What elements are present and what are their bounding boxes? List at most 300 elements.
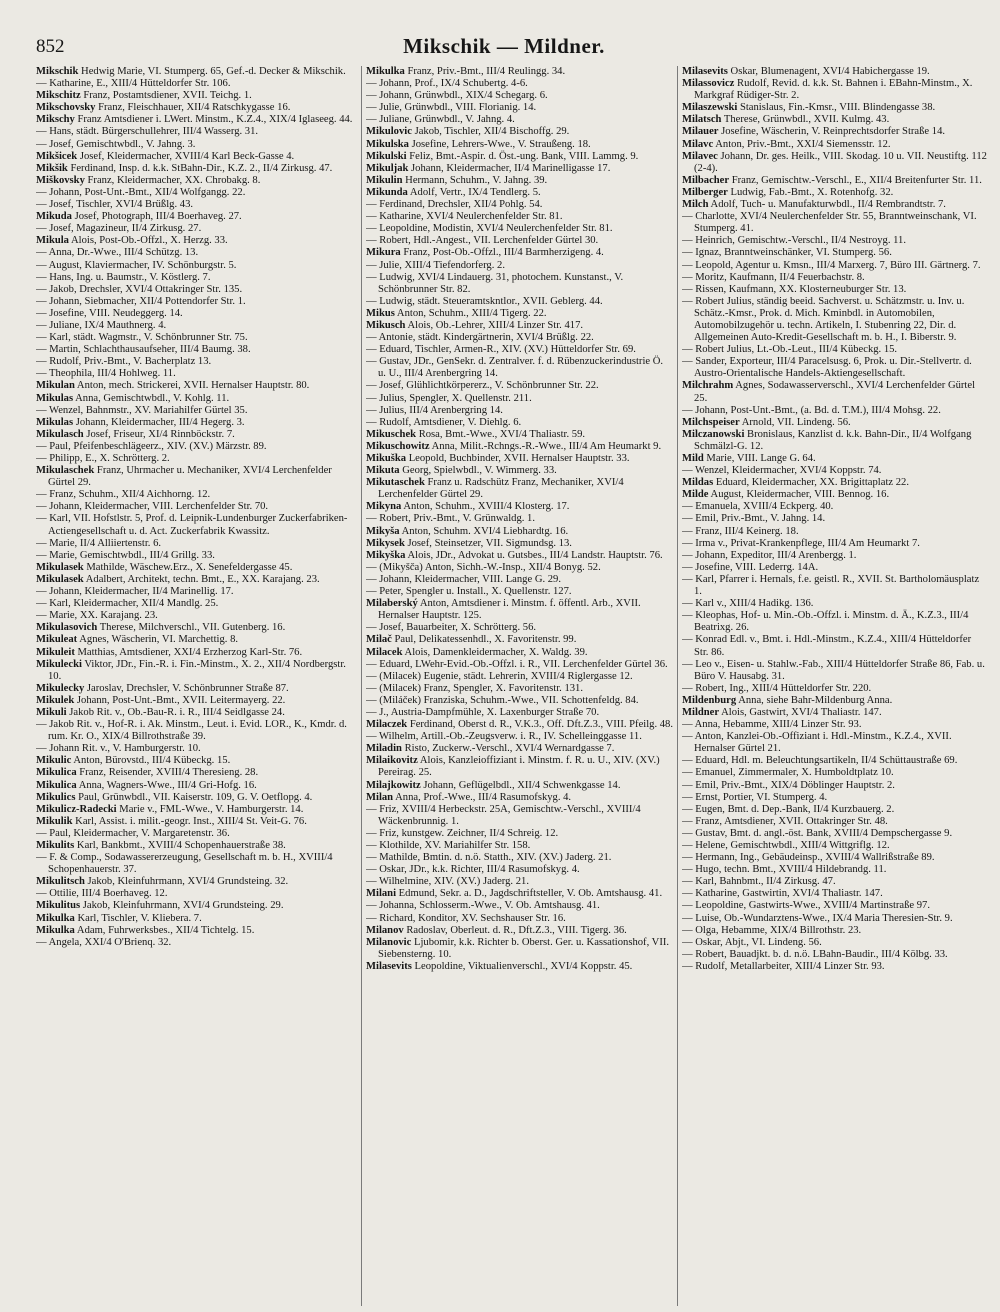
entry-surname: Mikulica (36, 779, 77, 791)
directory-entry (366, 175, 673, 187)
directory-entry (366, 671, 673, 683)
entry-surname: Mikulasovich (36, 622, 98, 634)
entry-details: — Katharine, XVI/4 Neulerchenfelder Str. 81. (366, 211, 563, 223)
entry-details: — Johann, Siebmacher, XII/4 Pottendorfer Str. 1. (36, 295, 246, 307)
entry-details: — Rissen, Kaufmann, XX. Klosterneuburger Str. 13. (682, 283, 907, 295)
entry-details: — Karl v., XIII/4 Hadikg. 136. (682, 598, 814, 610)
entry-surname: Mikulan (36, 380, 75, 392)
directory-entry (366, 961, 673, 973)
directory-entry (36, 417, 357, 429)
directory-entry (366, 562, 673, 574)
directory-entry (366, 163, 673, 175)
entry-surname: Milauer (682, 126, 719, 138)
directory-entry (36, 840, 357, 852)
entry-surname: Mikulin (366, 174, 403, 186)
entry-details: Jakob, Kleinfuhrmann, XVI/4 Grundsteing. 29. (80, 900, 284, 912)
entry-details: — Emanuela, XVIII/4 Eckperg. 40. (682, 501, 834, 513)
entry-surname: Mikulas (36, 416, 74, 428)
entry-details: Oskar, Blumenagent, XVI/4 Habichergasse 19. (727, 66, 930, 77)
entry-surname: Mikschitz (36, 90, 81, 102)
directory-entry (682, 792, 988, 804)
directory-entry (366, 828, 673, 840)
directory-entry (366, 320, 673, 332)
entry-surname: Mikyša (366, 525, 400, 537)
entry-surname: Milbacher (682, 174, 730, 186)
entry-surname: Mikyna (366, 501, 402, 513)
entry-surname: Mikuleit (36, 646, 75, 658)
entry-details: Alois, Ob.-Lehrer, XIII/4 Linzer Str. 417. (405, 319, 584, 331)
entry-details: — Wenzel, Bahnmstr., XV. Mariahilfer Gürtel 35. (36, 404, 248, 416)
directory-entry (682, 344, 988, 356)
directory-entry (36, 308, 357, 320)
entry-surname: Milavc (682, 138, 714, 150)
entry-details: — Johann, Kleidermacher, II/4 Marinellig. 17. (36, 586, 234, 598)
directory-entry (36, 816, 357, 828)
directory-entry (36, 320, 357, 332)
entry-details: Rudolf, Revid. d. k.k. St. Bahnen i. EBahn-Minstm., X. Markgraf Rüdiger-Str. 2. (694, 78, 973, 102)
entry-details: — Josef, Magazineur, II/4 Zirkusg. 27. (36, 223, 202, 235)
entry-details: Ludwig, Fab.-Bmt., X. Rotenhofg. 32. (727, 186, 894, 198)
entry-details: Therese, Grünwbdl., XVII. Kulmg. 43. (721, 114, 890, 126)
directory-entry (36, 489, 357, 501)
entry-details: — Anton, Kanzlei-Ob.-Offiziant i. Hdl.-Minstm., K.Z.4., XVII. Hernalser Gürtel 21. (682, 731, 952, 755)
entry-details: — Hans, Ing. u. Baumstr., V. Köstlerg. 7. (36, 271, 211, 283)
directory-entry (366, 139, 673, 151)
directory-entry (366, 90, 673, 102)
directory-entry (366, 755, 673, 779)
entry-surname: Milacek (366, 646, 403, 658)
entry-details: Ferdinand, Oberst d. R., V.K.3., Off. Dft.Z.3., VIII. Pfeilg. 48. (407, 719, 673, 731)
entry-surname: Milberger (682, 186, 728, 198)
directory-entry (366, 925, 673, 937)
entry-details: Agnes, Sodawasserverschl., XVI/4 Lerchenfelder Gürtel 25. (694, 380, 976, 404)
directory-entry (682, 199, 988, 211)
directory-entry (366, 913, 673, 925)
entry-details: — Katharine, Gastwirtin, XVI/4 Thaliastr. 147. (682, 888, 883, 900)
entry-details: — Eugen, Bmt. d. Dep.-Bank, II/4 Kurzbauerg. 2. (682, 803, 895, 815)
directory-entry (36, 465, 357, 489)
directory-entry (36, 634, 357, 646)
directory-entry (366, 743, 673, 755)
directory-entry (36, 574, 357, 586)
entry-surname: Milaberský (366, 598, 418, 610)
entry-details: — F. & Comp., Sodawassererzeugung, Gesellschaft m. b. H., XVIII/4 Schopenhauerstr. 37. (36, 852, 333, 876)
directory-entry (366, 876, 673, 888)
entry-details: — Friz, kunstgew. Zeichner, II/4 Schreig. 12. (366, 827, 559, 839)
directory-entry (366, 223, 673, 235)
entry-details: Karl, Bankbmt., XVIII/4 Schopenhauerstraße 38. (74, 840, 286, 851)
entry-details: Anna, Prof.-Wwe., III/4 Rasumofskyg. 4. (393, 791, 572, 803)
directory-entry (682, 114, 988, 126)
entry-details: Franz, Post-Ob.-Offzl., III/4 Barmherzigeng. 4. (400, 247, 604, 259)
entry-details: — Robert, Ing., XIII/4 Hütteldorfer Str. 220. (682, 682, 872, 694)
entry-details: Franz, Uhrmacher u. Mechaniker, XVI/4 Lerchenfelder Gürtel 29. (48, 465, 332, 489)
entry-surname: Mild (682, 453, 704, 464)
entry-details: — Konrad Edl. v., Bmt. i. Hdl.-Minstm., K.Z.4., XIII/4 Hütteldorfer Str. 86. (682, 634, 972, 658)
directory-entry (366, 598, 673, 622)
entry-details: — Johann Rit. v., V. Hamburgerstr. 10. (36, 743, 201, 755)
entry-details: — Franz, Amtsdiener, XVII. Ottakringer Str. 48. (682, 815, 888, 827)
entry-details: — Johann, Grünwbdl., XIX/4 Schegarg. 6. (366, 90, 548, 102)
entry-details: — Paul, Pfeifenbeschlägeerz., XIV. (XV.) Märzstr. 89. (36, 440, 267, 452)
directory-entry (366, 405, 673, 417)
entry-details: Anton, Schuhm., XIII/4 Tigerg. 22. (394, 307, 547, 319)
directory-entry (36, 743, 357, 755)
directory-entry (366, 707, 673, 719)
entry-details: Franz, Kleidermacher, XX. Chrobakg. 8. (84, 174, 261, 186)
entry-surname: Mikunda (366, 186, 408, 198)
directory-entry (36, 102, 357, 114)
directory-entry (682, 937, 988, 949)
entry-surname: Milani (366, 888, 397, 900)
entry-details: Adalbert, Architekt, techn. Bmt., E., XX. Karajang. 23. (83, 573, 320, 585)
directory-entry (36, 913, 357, 925)
entry-details: Karl, Tischler, V. Kliebera. 7. (74, 912, 202, 924)
entry-details: Bronislaus, Kanzlist d. k.k. Bahn-Dir., II/4 Wolfgang Schmälzl-G. 12. (694, 428, 972, 452)
directory-entry (682, 780, 988, 792)
directory-entry (36, 586, 357, 598)
entry-details: — Johann, Prof., IX/4 Schubertg. 4-6. (366, 78, 528, 90)
directory-entry (366, 66, 673, 78)
entry-details: Viktor, JDr., Fin.-R. i. Fin.-Minstm., X. 2., XII/4 Nordbergstr. 10. (48, 658, 346, 682)
entry-surname: Milajkowitz (366, 779, 421, 791)
directory-entry (36, 719, 357, 743)
directory-entry (36, 78, 357, 90)
directory-entry (682, 888, 988, 900)
entry-details: — Emil, Priv.-Bmt., V. Jahng. 14. (682, 513, 826, 525)
directory-entry (36, 199, 357, 211)
entry-surname: Mikulitus (36, 900, 81, 912)
entry-surname: Mikuschek (366, 428, 417, 440)
directory-entry (682, 683, 988, 695)
entry-details: — Peter, Spengler u. Install., X. Quellenstr. 127. (366, 586, 572, 598)
directory-entry (36, 888, 357, 900)
entry-details: Hermann, Schuhm., V. Jahng. 39. (402, 174, 548, 186)
directory-entry (366, 513, 673, 525)
entry-surname: Mikulasek (36, 561, 84, 573)
entry-details: — Rudolf, Metallarbeiter, XIII/4 Linzer Str. 93. (682, 960, 885, 972)
directory-entry (366, 864, 673, 876)
directory-entry (682, 477, 988, 489)
entry-details: — Hans, städt. Bürgerschullehrer, III/4 Wasserg. 31. (36, 126, 259, 138)
entry-details: — Josef, Glühlichtkörpererz., V. Schönbrunner Str. 22. (366, 380, 599, 392)
entry-surname: Milch (682, 199, 709, 211)
directory-entry (682, 247, 988, 259)
entry-details: — Josef, Gemischtwbdl., V. Jahng. 3. (36, 138, 196, 150)
directory-entry (366, 792, 673, 804)
entry-details: — Johann, Kleidermacher, VIII. Lange G. 29. (366, 573, 562, 585)
directory-column-3 (682, 66, 992, 1306)
directory-entry (36, 405, 357, 417)
directory-entry (36, 90, 357, 102)
entry-details: Paul, Grünwbdl., VII. Kaiserstr. 109, G. V. Oetflopg. 4. (75, 791, 313, 803)
entry-details: Therese, Milchverschl., VII. Gutenberg. 16. (97, 622, 286, 634)
entry-surname: Mikschik (36, 66, 79, 77)
entry-surname: Mikulovic (366, 126, 412, 138)
entry-details: — Robert, Bauadjkt. b. d. n.ö. LBahn-Baudir., III/4 Kölbg. 33. (682, 948, 948, 960)
entry-details: Anton, Schuhm., XVIII/4 Klosterg. 17. (401, 501, 570, 513)
entry-details: — Karl, Kleidermacher, XII/4 Mandlg. 25. (36, 598, 219, 610)
directory-entry (366, 622, 673, 634)
directory-entry (366, 840, 673, 852)
entry-surname: Milasevits (682, 66, 728, 77)
directory-entry (366, 126, 673, 138)
entry-details: Mathilde, Wäschew.Erz., X. Senefeldergasse 45. (83, 561, 293, 573)
entry-details: — Anna, Dr.-Wwe., III/4 Schützg. 13. (36, 247, 199, 259)
entry-details: — Katharine, E., XIII/4 Hütteldorfer Str. 106. (36, 78, 231, 90)
entry-details: Josef, Steinsetzer, VII. Sigmundsg. 13. (404, 537, 572, 549)
entry-details: Feliz, Bmt.-Aspir. d. Öst.-ung. Bank, VIII. Lammg. 9. (406, 150, 639, 162)
entry-details: Franz, Gemischtw.-Verschl., E., XII/4 Breitenfurter Str. 11. (729, 174, 982, 186)
entry-surname: Mikuleat (36, 634, 78, 646)
entry-details: — Jakob, Drechsler, XVI/4 Ottakringer Str. 135. (36, 283, 243, 295)
entry-details: Johann, Kleidermacher, III/4 Hegerg. 3. (73, 416, 245, 428)
entry-surname: Milan (366, 791, 394, 803)
directory-entry (682, 562, 988, 574)
directory-entry (366, 356, 673, 380)
directory-entry (682, 804, 988, 816)
directory-entry (36, 260, 357, 272)
entry-details: — Rudolf, Amtsdiener, V. Diehlg. 6. (366, 416, 522, 428)
directory-entry (36, 393, 357, 405)
entry-details: — Ottilie, III/4 Boerhaveg. 12. (36, 888, 168, 900)
directory-entry (682, 501, 988, 513)
directory-entry (682, 380, 988, 404)
directory-entry (366, 937, 673, 961)
directory-entry (366, 453, 673, 465)
directory-entry (366, 102, 673, 114)
entry-details: Hedwig Marie, VI. Stumperg. 65, Gef.-d. Decker & Mikschik. (78, 66, 346, 77)
directory-entry (36, 792, 357, 804)
entry-surname: Milchrahm (682, 380, 734, 392)
entry-details: — Mathilde, Bmtin. d. n.ö. Statth., XIV. (XV.) Jaderg. 21. (366, 852, 612, 864)
entry-details: — Paul, Kleidermacher, V. Margaretenstr. 36. (36, 827, 230, 839)
entry-details: — Heinrich, Gemischtw.-Verschl., II/4 Nestroyg. 11. (682, 235, 906, 247)
entry-details: — (Mikyšča) Anton, Sichh.-W.-Insp., XII/4 Bonyg. 52. (366, 561, 601, 573)
directory-entry (366, 296, 673, 308)
entry-surname: Mikulik (36, 815, 73, 827)
entry-details: Jakob, Kleinfuhrmann, XVI/4 Grundsteing. 32. (84, 876, 289, 888)
entry-details: Franz, Priv.-Bmt., III/4 Reulingg. 34. (404, 66, 566, 77)
directory-entry (36, 247, 357, 259)
directory-entry (682, 719, 988, 731)
directory-entry (366, 308, 673, 320)
entry-details: Josef, Photograph, III/4 Boerhaveg. 27. (71, 211, 242, 223)
entry-surname: Milanovic (366, 936, 412, 948)
directory-entry (682, 139, 988, 151)
directory-entry (682, 417, 988, 429)
entry-details: Leopold, Buchbinder, XVII. Hernalser Hauptstr. 33. (406, 453, 630, 464)
entry-details: Anton, mech. Strickerei, XVII. Hernalser Hauptstr. 80. (74, 380, 310, 392)
entry-details: Adam, Fuhrwerksbes., XII/4 Tichtelg. 15. (74, 924, 255, 936)
entry-details: — (Milacek) Eugenie, städt. Lehrerin, XVIII/4 Riglergasse 12. (366, 670, 633, 682)
directory-entry (36, 767, 357, 779)
entry-details: Franz u. Radschütz Franz, Mechaniker, XVI/4 Lerchenfelder Gürtel 29. (378, 477, 624, 501)
directory-entry (366, 634, 673, 646)
entry-details: — Karl, Pfarrer i. Hernals, f.e. geistl. R., XVII. St. Bartholomäusplatz 1. (682, 573, 980, 598)
entry-details: — Anna, Hebamme, XIII/4 Linzer Str. 93. (682, 719, 862, 731)
directory-entry (36, 151, 357, 163)
entry-details: Franz Amtsdiener i. LWert. Minstm., K.Z.4., XIX/4 Iglaseeg. 44. (74, 114, 353, 126)
entry-details: Rosa, Bmt.-Wwe., XVI/4 Thaliastr. 59. (416, 428, 586, 440)
directory-entry (36, 175, 357, 187)
entry-details: — Julius, Spengler, X. Quellenstr. 211. (366, 392, 532, 404)
directory-entry (682, 574, 988, 598)
directory-entry (682, 876, 988, 888)
entry-details: — Leo v., Eisen- u. Stahlw.-Fab., XIII/4 Hütteldorfer Straße 86, Fab. u. Büro V. Hausabg. 31. (682, 658, 985, 682)
entry-details: Alois, Kanzleioffiziant i. Minstm. f. R. u. U., XIV. (XV.) Pereirag. 25. (378, 755, 660, 779)
entry-details: — Johann, Post-Unt.-Bmt., (a. Bd. d. T.M.), III/4 Mohsg. 22. (682, 404, 941, 416)
entry-details: Stanislaus, Fin.-Kmsr., VIII. Blindengasse 38. (737, 102, 936, 114)
directory-entry (36, 356, 357, 368)
page-number: 852 (36, 36, 65, 57)
directory-entry (682, 949, 988, 961)
entry-details: — Rudolf, Priv.-Bmt., V. Bacherplatz 13. (36, 356, 212, 368)
entry-details: Josefine, Lehrers-Wwe., V. Straußeng. 18. (408, 138, 591, 150)
directory-entry (682, 453, 988, 465)
entry-details: — Charlotte, XVI/4 Neulerchenfelder Str. 55, Branntweinschank, VI. Stumperg. 41. (682, 211, 977, 235)
entry-details: Eduard, Kleidermacher, XX. Brigittaplatz 22. (713, 477, 909, 489)
directory-entry (366, 417, 673, 429)
entry-details: — Friz, XVIII/4 Herbeckstr. 25A, Gemischtw.-Verschl., XVIII/4 Wäckenbrunnig. 1. (366, 803, 641, 827)
directory-entry (366, 260, 673, 272)
entry-details: — Martin, Schlachthausaufseher, III/4 Baumg. 38. (36, 344, 251, 356)
entry-details: — Eduard, Tischler, Armen-R., XIV. (XV.) Hütteldorfer Str. 69. (366, 344, 636, 356)
page-header (36, 36, 972, 64)
directory-entry (366, 538, 673, 550)
entry-details: Jaroslav, Drechsler, V. Schönbrunner Straße 87. (84, 682, 289, 694)
directory-entry (366, 477, 673, 501)
entry-surname: Mikutaschek (366, 477, 425, 489)
entry-details: — Kleophas, Hof- u. Min.-Ob.-Offzl. i. Minstm. d. Ä., K.Z.3., III/4 Beatrixg. 26. (682, 610, 969, 634)
directory-entry (366, 393, 673, 405)
entry-surname: Mikulka (36, 924, 75, 936)
directory-entry (36, 925, 357, 937)
directory-entry (366, 429, 673, 441)
directory-entry (36, 828, 357, 840)
entry-details: Paul, Delikatessenhdl., X. Favoritenstr. 99. (391, 634, 577, 646)
entry-details: — Marie, Gemischtwbdl., III/4 Grillg. 33. (36, 549, 215, 561)
entry-surname: Milasevits (366, 960, 412, 972)
directory-entry (682, 260, 988, 272)
directory-entry (682, 489, 988, 501)
directory-entry (682, 465, 988, 477)
directory-entry (682, 272, 988, 284)
directory-entry (36, 659, 357, 683)
directory-entry (682, 913, 988, 925)
directory-entry (36, 501, 357, 513)
entry-surname: Milanov (366, 924, 404, 936)
entry-details: — Ernst, Portier, VI. Stumperg. 4. (682, 791, 828, 803)
entry-surname: Mikulecki (36, 658, 82, 670)
entry-details: Adolf, Vertr., IX/4 Tendlerg. 5. (407, 186, 541, 198)
directory-entry (36, 284, 357, 296)
entry-details: Anton, Bürovstd., III/4 Kübeckg. 15. (71, 755, 231, 767)
directory-entry (36, 441, 357, 453)
entry-details: August, Kleidermacher, VIII. Bennog. 16. (708, 489, 890, 501)
entry-surname: Mikulica (36, 767, 77, 779)
entry-surname: Mikus (366, 307, 395, 319)
entry-details: — Karl, VII. Hofstlstr. 5, Prof. d. Leipnik-Lundenburger Zuckerfabriken-Actiengesellschaft u. d. Act. Zuckerfabrik Kwassitz. (36, 513, 348, 537)
directory-entry (36, 429, 357, 441)
entry-surname: Milaikovitz (366, 755, 418, 767)
entry-details: Matthias, Amtsdiener, XXI/4 Erzherzog Karl-Str. 76. (74, 646, 303, 658)
directory-entry (366, 526, 673, 538)
entry-surname: Milchspeiser (682, 416, 740, 428)
entry-surname: Mikulek (36, 694, 75, 706)
entry-details: Franz, Fleischhauer, XII/4 Ratschkygasse 16. (95, 102, 291, 114)
entry-details: — Wenzel, Kleidermacher, XVI/4 Koppstr. 74. (682, 465, 882, 477)
entry-details: — Julius, III/4 Arenbergring 14. (366, 404, 503, 416)
entry-details: — Robert Julius, Lt.-Ob.-Leut., III/4 Kübeckg. 15. (682, 344, 898, 356)
entry-details: — Philipp, E., X. Schrötterg. 2. (36, 453, 170, 464)
entry-details: — Ludwig, städt. Steueramtskntlor., XVII. Geblerg. 44. (366, 295, 603, 307)
directory-entry (366, 586, 673, 598)
entry-details: — Franz, Schuhm., XII/4 Aichhorng. 12. (36, 489, 211, 501)
directory-entry (682, 211, 988, 235)
entry-details: — (Milacek) Franz, Spengler, X. Favoritenstr. 131. (366, 682, 583, 694)
entry-details: Johann, Kleidermacher, II/4 Marinelligasse 17. (408, 162, 611, 174)
directory-entry (682, 659, 988, 683)
entry-details: Josef, Friseur, XI/4 Rinnböckstr. 7. (83, 428, 235, 440)
entry-details: Anton, Schuhm. XVI/4 Liebhardtg. 16. (399, 525, 569, 537)
entry-details: — Robert, Priv.-Bmt., V. Grünwaldg. 1. (366, 513, 536, 525)
directory-entry (36, 126, 357, 138)
entry-surname: Mikšik (36, 162, 68, 174)
directory-entry (36, 598, 357, 610)
directory-entry (36, 344, 357, 356)
entry-details: — Wilhelm, Artill.-Ob.-Zeugsverw. i. R., IV. Schelleinggasse 11. (366, 731, 642, 743)
entry-surname: Mikyška (366, 549, 406, 561)
directory-entry (366, 647, 673, 659)
entry-details: — Klothilde, XV. Mariahilfer Str. 158. (366, 840, 531, 851)
entry-details: — Karl, Bahnbmt., II/4 Zirkusg. 47. (682, 876, 836, 888)
directory-entry (366, 344, 673, 356)
directory-entry (682, 102, 988, 114)
entry-details: — Helene, Gemischtwbdl., XIII/4 Wittgriflg. 12. (682, 840, 890, 851)
entry-details: — Richard, Konditor, XV. Sechshauser Str. 16. (366, 912, 566, 924)
entry-details: Leopoldine, Viktualienverschl., XVI/4 Koppstr. 45. (411, 960, 633, 972)
entry-details: Edmund, Sekr. a. D., Jagdschriftsteller, V. Ob. Amtshausg. 41. (396, 888, 663, 900)
directory-entry (36, 900, 357, 912)
entry-surname: Mikuljak (366, 162, 409, 174)
entry-surname: Milassovicz (682, 78, 735, 90)
entry-surname: Mildner (682, 706, 720, 718)
entry-details: — Karl, städt. Wagmstr., V. Schönbrunner Str. 75. (36, 332, 248, 344)
directory-entry (36, 852, 357, 876)
entry-details: — Julie, XIII/4 Tiefendorferg. 2. (366, 259, 505, 271)
directory-entry (366, 247, 673, 259)
directory-entry (682, 296, 988, 344)
directory-entry (682, 151, 988, 175)
entry-surname: Mikulska (366, 138, 409, 150)
entry-details: — Juliane, Grünwbdl., V. Jahng. 4. (366, 114, 515, 126)
entry-details: — Johann, Post-Unt.-Bmt., XII/4 Wolfgangg. 22. (36, 186, 246, 198)
entry-surname: Mikulasek (36, 573, 84, 585)
directory-entry (36, 139, 357, 151)
entry-details: — Josef, Tischler, XVI/4 Brüßlg. 43. (36, 199, 194, 211)
directory-entry (682, 634, 988, 658)
entry-surname: Mikulits (36, 840, 75, 851)
entry-surname: Mikulka (36, 912, 75, 924)
entry-details: — Antonie, städt. Kindergärtnerin, XVI/4 Brüßlg. 22. (366, 332, 594, 344)
entry-details: — Olga, Hebamme, XIX/4 Billrothstr. 23. (682, 924, 862, 936)
directory-entry (682, 767, 988, 779)
directory-entry (682, 900, 988, 912)
directory-entry (366, 114, 673, 126)
entry-details: Alois, JDr., Advokat u. Gutsbes., III/4 Landstr. Hauptstr. 76. (405, 549, 663, 561)
directory-entry (36, 453, 357, 465)
